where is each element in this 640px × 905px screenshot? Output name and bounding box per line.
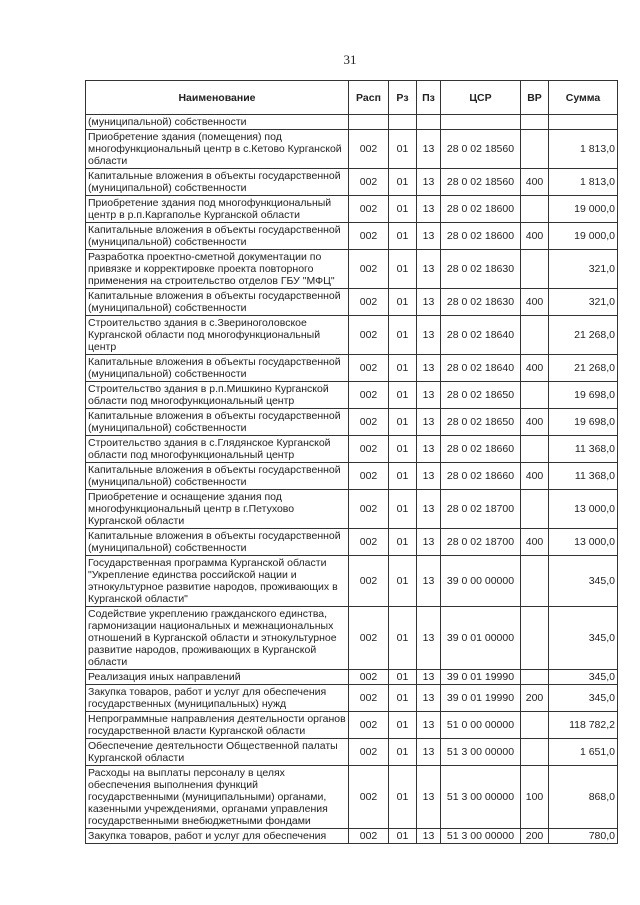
cell-sum: 11 368,0 xyxy=(549,436,618,463)
cell-csr: 28 0 02 18600 xyxy=(441,223,521,250)
cell-csr: 28 0 02 18700 xyxy=(441,529,521,556)
cell-rz: 01 xyxy=(389,169,417,196)
cell-vr: 100 xyxy=(521,766,549,829)
cell-csr: 39 0 01 19990 xyxy=(441,670,521,685)
cell-vr xyxy=(521,556,549,607)
cell-rasp: 002 xyxy=(349,316,389,355)
cell-pz: 13 xyxy=(417,289,441,316)
cell-name: Непрограммные направления деятельности органов государственной власти Курганской области xyxy=(86,712,349,739)
cell-name: Строительство здания в с.Глядянское Курганской области под многофункциональный центр xyxy=(86,436,349,463)
cell-csr: 28 0 02 18650 xyxy=(441,382,521,409)
cell-pz: 13 xyxy=(417,169,441,196)
cell-csr: 28 0 02 18630 xyxy=(441,250,521,289)
cell-vr xyxy=(521,115,549,130)
cell-sum: 345,0 xyxy=(549,607,618,670)
cell-sum: 21 268,0 xyxy=(549,316,618,355)
cell-vr: 200 xyxy=(521,685,549,712)
cell-pz: 13 xyxy=(417,409,441,436)
cell-vr xyxy=(521,382,549,409)
cell-name: Расходы на выплаты персоналу в целях обеспечения выполнения функций государственными (муниципальными) органами, казенными учреждениями, органами управления государственными внебюджетными фондами xyxy=(86,766,349,829)
cell-vr xyxy=(521,130,549,169)
cell-rasp: 002 xyxy=(349,829,389,844)
cell-pz: 13 xyxy=(417,250,441,289)
cell-name: Строительство здания в с.Звериноголовское Курганской области под многофункциональный центр xyxy=(86,316,349,355)
cell-rasp: 002 xyxy=(349,607,389,670)
table-row xyxy=(86,355,618,382)
header-vr: ВР xyxy=(521,81,549,115)
cell-csr: 28 0 02 18600 xyxy=(441,196,521,223)
cell-csr: 39 0 01 00000 xyxy=(441,607,521,670)
cell-vr xyxy=(521,436,549,463)
cell-sum: 1 813,0 xyxy=(549,130,618,169)
table-row xyxy=(86,766,618,829)
table-header-row xyxy=(86,81,618,115)
cell-sum: 321,0 xyxy=(549,289,618,316)
header-name: Наименование xyxy=(86,81,349,115)
table-row xyxy=(86,169,618,196)
cell-sum xyxy=(549,115,618,130)
cell-rz: 01 xyxy=(389,766,417,829)
table-row xyxy=(86,556,618,607)
cell-rz: 01 xyxy=(389,355,417,382)
cell-rz: 01 xyxy=(389,829,417,844)
cell-rasp: 002 xyxy=(349,223,389,250)
table-row xyxy=(86,115,618,130)
cell-rasp: 002 xyxy=(349,712,389,739)
cell-name: Приобретение здания (помещения) под многофункциональный центр в с.Кетово Курганской области xyxy=(86,130,349,169)
cell-rasp: 002 xyxy=(349,382,389,409)
cell-vr xyxy=(521,196,549,223)
cell-rz: 01 xyxy=(389,490,417,529)
cell-csr: 51 0 00 00000 xyxy=(441,712,521,739)
cell-vr: 400 xyxy=(521,529,549,556)
cell-sum: 21 268,0 xyxy=(549,355,618,382)
cell-pz: 13 xyxy=(417,463,441,490)
cell-sum: 780,0 xyxy=(549,829,618,844)
table-row xyxy=(86,529,618,556)
table-row xyxy=(86,607,618,670)
cell-vr: 400 xyxy=(521,463,549,490)
cell-pz: 13 xyxy=(417,382,441,409)
cell-vr xyxy=(521,250,549,289)
cell-name: Капитальные вложения в объекты государственной (муниципальной) собственности xyxy=(86,529,349,556)
cell-rasp: 002 xyxy=(349,766,389,829)
cell-pz: 13 xyxy=(417,529,441,556)
cell-sum: 11 368,0 xyxy=(549,463,618,490)
table-row xyxy=(86,289,618,316)
table-row xyxy=(86,316,618,355)
cell-vr xyxy=(521,739,549,766)
cell-csr: 51 3 00 00000 xyxy=(441,766,521,829)
cell-rz: 01 xyxy=(389,685,417,712)
cell-rz: 01 xyxy=(389,556,417,607)
cell-name: (муниципальной) собственности xyxy=(86,115,349,130)
cell-rz: 01 xyxy=(389,670,417,685)
cell-sum: 19 698,0 xyxy=(549,382,618,409)
cell-vr: 400 xyxy=(521,223,549,250)
cell-pz: 13 xyxy=(417,829,441,844)
cell-rasp: 002 xyxy=(349,355,389,382)
cell-pz: 13 xyxy=(417,223,441,250)
cell-rasp: 002 xyxy=(349,289,389,316)
cell-name: Капитальные вложения в объекты государственной (муниципальной) собственности xyxy=(86,169,349,196)
table-row xyxy=(86,463,618,490)
table-row xyxy=(86,739,618,766)
cell-name: Разработка проектно-сметной документации по привязке и корректировке проекта повторного применения на строительство отделов ГБУ "МФЦ" xyxy=(86,250,349,289)
cell-name: Закупка товаров, работ и услуг для обеспечения государственных (муниципальных) нужд xyxy=(86,685,349,712)
table-row xyxy=(86,409,618,436)
cell-name: Закупка товаров, работ и услуг для обеспечения xyxy=(86,829,349,844)
cell-csr: 28 0 02 18660 xyxy=(441,436,521,463)
cell-rz: 01 xyxy=(389,382,417,409)
cell-vr: 400 xyxy=(521,169,549,196)
cell-sum: 13 000,0 xyxy=(549,529,618,556)
table-row xyxy=(86,130,618,169)
header-rz: Рз xyxy=(389,81,417,115)
cell-rz: 01 xyxy=(389,607,417,670)
cell-rasp: 002 xyxy=(349,670,389,685)
cell-rasp: 002 xyxy=(349,685,389,712)
table-row xyxy=(86,490,618,529)
cell-csr: 28 0 02 18700 xyxy=(441,490,521,529)
cell-rasp: 002 xyxy=(349,436,389,463)
table-row xyxy=(86,712,618,739)
table-row xyxy=(86,223,618,250)
cell-rz: 01 xyxy=(389,316,417,355)
cell-sum: 118 782,2 xyxy=(549,712,618,739)
cell-sum: 19 000,0 xyxy=(549,196,618,223)
cell-csr: 51 3 00 00000 xyxy=(441,739,521,766)
cell-rasp: 002 xyxy=(349,169,389,196)
cell-sum: 345,0 xyxy=(549,685,618,712)
cell-name: Капитальные вложения в объекты государственной (муниципальной) собственности xyxy=(86,409,349,436)
cell-pz: 13 xyxy=(417,712,441,739)
cell-rz: 01 xyxy=(389,130,417,169)
budget-table xyxy=(85,80,618,844)
cell-csr: 51 3 00 00000 xyxy=(441,829,521,844)
cell-csr: 28 0 02 18630 xyxy=(441,289,521,316)
cell-pz: 13 xyxy=(417,130,441,169)
cell-rz: 01 xyxy=(389,289,417,316)
cell-name: Приобретение здания под многофункциональный центр в р.п.Каргаполье Курганской области xyxy=(86,196,349,223)
cell-rz: 01 xyxy=(389,250,417,289)
cell-pz: 13 xyxy=(417,436,441,463)
cell-pz: 13 xyxy=(417,316,441,355)
cell-vr xyxy=(521,670,549,685)
cell-vr xyxy=(521,316,549,355)
cell-vr xyxy=(521,490,549,529)
cell-rz: 01 xyxy=(389,436,417,463)
header-rasp: Расп xyxy=(349,81,389,115)
cell-rz: 01 xyxy=(389,196,417,223)
table-row xyxy=(86,196,618,223)
cell-name: Приобретение и оснащение здания под многофункциональный центр в г.Петухово Курганской области xyxy=(86,490,349,529)
cell-sum: 19 000,0 xyxy=(549,223,618,250)
cell-name: Капитальные вложения в объекты государственной (муниципальной) собственности xyxy=(86,289,349,316)
cell-sum: 345,0 xyxy=(549,556,618,607)
cell-vr xyxy=(521,712,549,739)
cell-rz: 01 xyxy=(389,223,417,250)
cell-vr: 400 xyxy=(521,409,549,436)
table-row xyxy=(86,436,618,463)
table-row xyxy=(86,250,618,289)
cell-name: Реализация иных направлений xyxy=(86,670,349,685)
table-row xyxy=(86,829,618,844)
cell-rasp xyxy=(349,115,389,130)
cell-pz: 13 xyxy=(417,739,441,766)
cell-rz: 01 xyxy=(389,529,417,556)
cell-name: Капитальные вложения в объекты государственной (муниципальной) собственности xyxy=(86,223,349,250)
cell-pz: 13 xyxy=(417,556,441,607)
cell-vr: 200 xyxy=(521,829,549,844)
cell-rz: 01 xyxy=(389,409,417,436)
header-sum: Сумма xyxy=(549,81,618,115)
table-row xyxy=(86,685,618,712)
cell-csr: 28 0 02 18560 xyxy=(441,130,521,169)
cell-sum: 19 698,0 xyxy=(549,409,618,436)
cell-rz: 01 xyxy=(389,712,417,739)
cell-csr: 28 0 02 18650 xyxy=(441,409,521,436)
cell-rasp: 002 xyxy=(349,739,389,766)
cell-sum: 13 000,0 xyxy=(549,490,618,529)
cell-pz: 13 xyxy=(417,766,441,829)
cell-name: Капитальные вложения в объекты государственной (муниципальной) собственности xyxy=(86,355,349,382)
cell-sum: 345,0 xyxy=(549,670,618,685)
cell-csr: 28 0 02 18640 xyxy=(441,316,521,355)
table-row xyxy=(86,670,618,685)
table-row xyxy=(86,382,618,409)
cell-pz: 13 xyxy=(417,670,441,685)
cell-sum: 1 813,0 xyxy=(549,169,618,196)
cell-rasp: 002 xyxy=(349,490,389,529)
cell-rasp: 002 xyxy=(349,409,389,436)
cell-csr: 28 0 02 18640 xyxy=(441,355,521,382)
cell-csr: 39 0 01 19990 xyxy=(441,685,521,712)
cell-rasp: 002 xyxy=(349,529,389,556)
cell-sum: 1 651,0 xyxy=(549,739,618,766)
cell-pz: 13 xyxy=(417,490,441,529)
cell-rasp: 002 xyxy=(349,463,389,490)
cell-vr: 400 xyxy=(521,355,549,382)
cell-vr: 400 xyxy=(521,289,549,316)
cell-rasp: 002 xyxy=(349,130,389,169)
cell-pz: 13 xyxy=(417,607,441,670)
cell-name: Строительство здания в р.п.Мишкино Курганской области под многофункциональный центр xyxy=(86,382,349,409)
cell-name: Содействие укреплению гражданского единства, гармонизации национальных и межнациональных отношений в Курганской области и этнокультурное развитие народов, проживающих в Курганской области xyxy=(86,607,349,670)
cell-rasp: 002 xyxy=(349,196,389,223)
cell-pz: 13 xyxy=(417,355,441,382)
cell-rz: 01 xyxy=(389,739,417,766)
cell-pz xyxy=(417,115,441,130)
header-pz: Пз xyxy=(417,81,441,115)
cell-rz xyxy=(389,115,417,130)
cell-csr: 28 0 02 18560 xyxy=(441,169,521,196)
cell-csr xyxy=(441,115,521,130)
cell-vr xyxy=(521,607,549,670)
cell-csr: 28 0 02 18660 xyxy=(441,463,521,490)
cell-rasp: 002 xyxy=(349,250,389,289)
cell-pz: 13 xyxy=(417,685,441,712)
cell-rasp: 002 xyxy=(349,556,389,607)
cell-csr: 39 0 00 00000 xyxy=(441,556,521,607)
cell-sum: 321,0 xyxy=(549,250,618,289)
cell-name: Государственная программа Курганской области "Укрепление единства российской нации и этнокультурное развитие народов, проживающих в Курганской области" xyxy=(86,556,349,607)
cell-pz: 13 xyxy=(417,196,441,223)
page-number: 31 xyxy=(343,52,357,67)
cell-name: Капитальные вложения в объекты государственной (муниципальной) собственности xyxy=(86,463,349,490)
cell-rz: 01 xyxy=(389,463,417,490)
header-csr: ЦСР xyxy=(441,81,521,115)
cell-sum: 868,0 xyxy=(549,766,618,829)
cell-name: Обеспечение деятельности Общественной палаты Курганской области xyxy=(86,739,349,766)
